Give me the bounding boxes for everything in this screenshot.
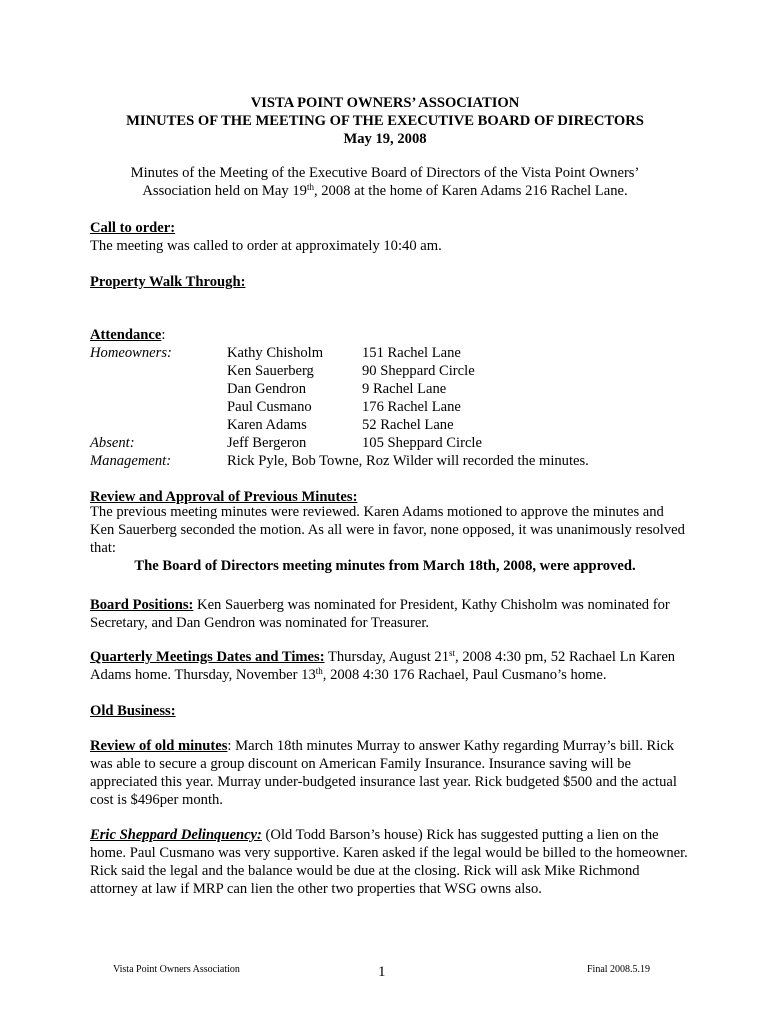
intro-text-end: , 2008 at the home of Karen Adams 216 Rachel Lane. — [313, 183, 628, 199]
attendance-row — [90, 398, 690, 416]
old-business-heading: Old Business: — [90, 703, 176, 719]
review-old-heading: Review of old minutes — [90, 738, 228, 754]
attendance-heading-label: Attendance — [90, 327, 162, 343]
attendee-name: Karen Adams — [227, 417, 307, 433]
absent-name: Jeff Bergeron — [227, 435, 307, 451]
call-to-order-heading: Call to order: — [90, 220, 176, 236]
quarterly-heading: Quarterly Meetings Dates and Times: — [90, 649, 325, 665]
intro-line-1: Minutes of the Meeting of the Executive Board of Directors of the Vista Point Owners’ — [130, 165, 640, 181]
eric-heading: Eric Sheppard Delinquency: — [90, 827, 262, 843]
minutes-title: MINUTES OF THE MEETING OF THE EXECUTIVE BOARD OF DIRECTORS — [126, 113, 644, 129]
meeting-date: May 19, 2008 — [343, 131, 427, 147]
attendance-row — [90, 362, 690, 380]
walk-through-heading: Property Walk Through: — [90, 274, 246, 290]
footer-version: Final 2008.5.19 — [587, 964, 651, 975]
attendance-heading — [90, 326, 165, 344]
review-heading: Review and Approval of Previous Minutes: — [90, 489, 358, 505]
footer-association: Vista Point Owners Association — [113, 964, 240, 975]
attendee-address: 9 Rachel Lane — [362, 381, 447, 397]
eric-text: (Old Todd Barson’s house) Rick has suggested putting a lien on the home. Paul Cusmano was very supportive. Karen asked if the legal would be billed to the homeowner. Rick said the legal and the balance would be due at the closing. Rick will ask Mike Richmond attorney at law if MRP can lien the other two properties that WSG owns also. — [90, 827, 688, 897]
quarterly-paragraph — [90, 648, 690, 684]
management-row — [90, 452, 690, 470]
review-old-paragraph — [90, 737, 690, 809]
attendee-name: Kathy Chisholm — [227, 345, 324, 361]
attendee-address: 176 Rachel Lane — [362, 399, 461, 415]
management-label: Management: — [90, 453, 172, 469]
review-old-text: : March 18th minutes Murray to answer Kathy regarding Murray’s bill. Rick was able to secure a group discount on American Family Insurance. Insurance saving will be appreciated this year. Murray under-budgeted insurance last year. Rick budgeted $500 and the actual cost is $496per month. — [90, 738, 677, 808]
attendance-row — [90, 416, 690, 434]
management-names: Rick Pyle, Bob Towne, Roz Wilder will recorded the minutes. — [227, 453, 589, 469]
intro-superscript: th — [306, 182, 314, 192]
attendee-name: Dan Gendron — [227, 381, 307, 397]
absent-label: Absent: — [90, 435, 135, 451]
quarterly-superscript: st — [449, 648, 456, 658]
intro-paragraph — [90, 164, 680, 200]
review-text: The previous meeting minutes were reviewed. Karen Adams motioned to approve the minutes and Ken Sauerberg seconded the motion. As all were in favor, none opposed, it was unanimously resolved that: — [90, 504, 685, 556]
eric-paragraph — [90, 826, 690, 898]
attendance-colon: : — [161, 327, 166, 343]
page-number: 1 — [378, 964, 386, 980]
attendance-row — [90, 344, 690, 362]
homeowners-label: Homeowners: — [90, 345, 172, 361]
document-header — [0, 94, 770, 148]
quarterly-superscript: th — [315, 666, 323, 676]
attendee-address: 90 Sheppard Circle — [362, 363, 475, 379]
resolution-text: The Board of Directors meeting minutes from March 18th, 2008, were approved. — [134, 558, 636, 574]
absent-address: 105 Sheppard Circle — [362, 435, 482, 451]
attendee-name: Ken Sauerberg — [227, 363, 314, 379]
quarterly-text: Thursday, August 21 — [324, 649, 450, 665]
absent-row — [90, 434, 690, 452]
quarterly-text: , 2008 4:30 pm, 52 Rachael Ln Karen Adams home. Thursday, November 13 — [90, 649, 676, 683]
board-positions-heading: Board Positions: — [90, 597, 194, 613]
board-positions-text: Ken Sauerberg was nominated for President, Kathy Chisholm was nominated for Secretary, and Dan Gendron was nominated for Treasurer. — [90, 597, 670, 631]
association-title: VISTA POINT OWNERS’ ASSOCIATION — [250, 95, 520, 111]
attendee-address: 52 Rachel Lane — [362, 417, 454, 433]
board-positions-paragraph — [90, 596, 690, 632]
attendee-address: 151 Rachel Lane — [362, 345, 461, 361]
attendance-row — [90, 380, 690, 398]
intro-text: Association held on May 19 — [142, 183, 307, 199]
intro-line-2 — [90, 182, 680, 200]
quarterly-text: , 2008 4:30 176 Rachael, Paul Cusmano’s home. — [322, 667, 607, 683]
attendee-name: Paul Cusmano — [227, 399, 312, 415]
call-to-order-text: The meeting was called to order at approximately 10:40 am. — [90, 238, 442, 254]
